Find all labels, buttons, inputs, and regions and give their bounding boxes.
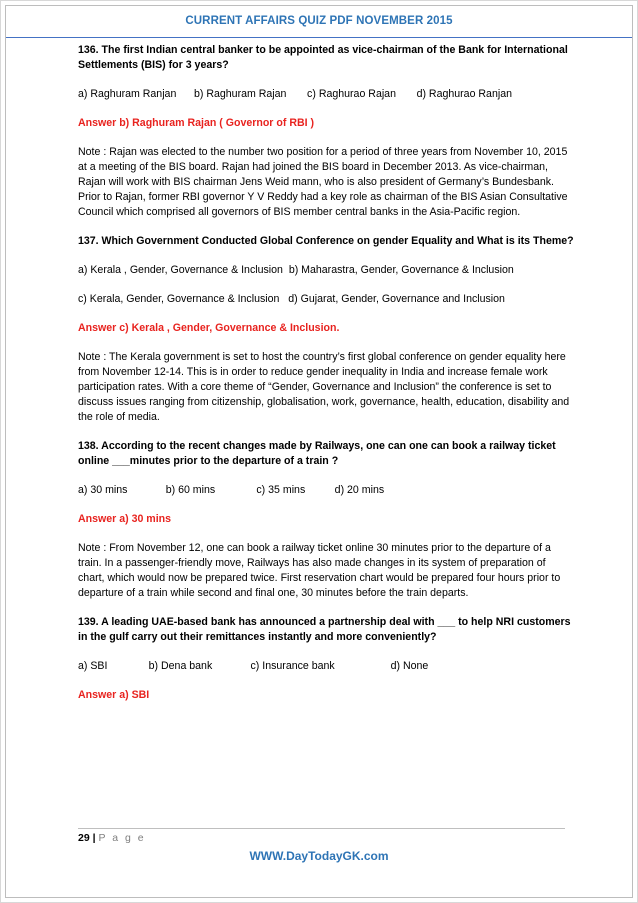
- question-139: 139. A leading UAE-based bank has announced a partnership deal with ___ to help NRI customers in the gulf carry out their remittances instantly and more conveniently?: [78, 616, 571, 643]
- page-number: [78, 832, 146, 844]
- website-link[interactable]: WWW.DayTodayGK.com: [249, 849, 389, 863]
- options-139: a) SBI b) Dena bank c) Insurance bank d) None: [78, 660, 429, 672]
- note-137: Note : The Kerala government is set to host the country’s first global conference on gender equality here from November 12-14. This is in order to reduce gender inequality in India and increase female work participation rates. With a core theme of “Gender, Governance and Inclusion” the conference is set to discuss issues ranging from citizenship, globalisation, work, governance, health, education, disability and the role of media.: [78, 351, 570, 423]
- question-136: 136. The first Indian central banker to be appointed as vice-chairman of the Bank for International Settlements (BIS) for 3 years?: [78, 44, 568, 71]
- answer-136: Answer b) Raghuram Rajan ( Governor of RBI ): [78, 117, 315, 129]
- quiz-content: [78, 43, 574, 717]
- header-divider: [6, 37, 632, 38]
- question-137: 137. Which Government Conducted Global Conference on gender Equality and What is its Theme?: [78, 235, 574, 247]
- options-138: a) 30 mins b) 60 mins c) 35 mins d) 20 mins: [78, 484, 385, 496]
- note-138: Note : From November 12, one can book a railway ticket online 30 minutes prior to the departure of a train. In a passenger-friendly move, Railways has also made changes in its system of preparation of chart, which would now be prepared twice. First reservation chart would be prepared four hours prior to departure of a train while second and final one, 30 minutes before the train departs.: [78, 542, 561, 599]
- options-136: a) Raghuram Ranjan b) Raghuram Rajan c) Raghurao Rajan d) Raghurao Ranjan: [78, 88, 512, 100]
- answer-139: Answer a) SBI: [78, 689, 150, 701]
- options-137-b: c) Kerala, Gender, Governance & Inclusion d) Gujarat, Gender, Governance and Inclusion: [78, 293, 505, 305]
- footer-divider: [78, 828, 565, 829]
- answer-138: Answer a) 30 mins: [78, 513, 172, 525]
- note-136: Note : Rajan was elected to the number two position for a period of three years from November 10, 2015 at a meeting of the BIS board. Rajan had joined the BIS board in December 2013. As vice-chairman, Rajan will work with BIS chairman Jens Weid mann, who is also president of Germany’s Bundesbank. Prior to Rajan, former RBI governor Y V Reddy had a key role as chairman of the BIS Asian Consultative Council which comprised all governors of BIS member central banks in the Asia-Pacific region.: [78, 146, 568, 218]
- page-number-separator: |: [89, 832, 99, 844]
- page-word: P a g e: [98, 832, 146, 844]
- page-number-value: 29: [78, 832, 90, 844]
- question-138: 138. According to the recent changes made by Railways, one can one can book a railway ticket online ___minutes prior to the departure of a train ?: [78, 440, 556, 467]
- page-header-title: CURRENT AFFAIRS QUIZ PDF NOVEMBER 2015: [185, 15, 453, 27]
- answer-137: Answer c) Kerala , Gender, Governance & Inclusion.: [78, 322, 340, 334]
- options-137-a: a) Kerala , Gender, Governance & Inclusion b) Maharastra, Gender, Governance & Inclusion: [78, 264, 514, 276]
